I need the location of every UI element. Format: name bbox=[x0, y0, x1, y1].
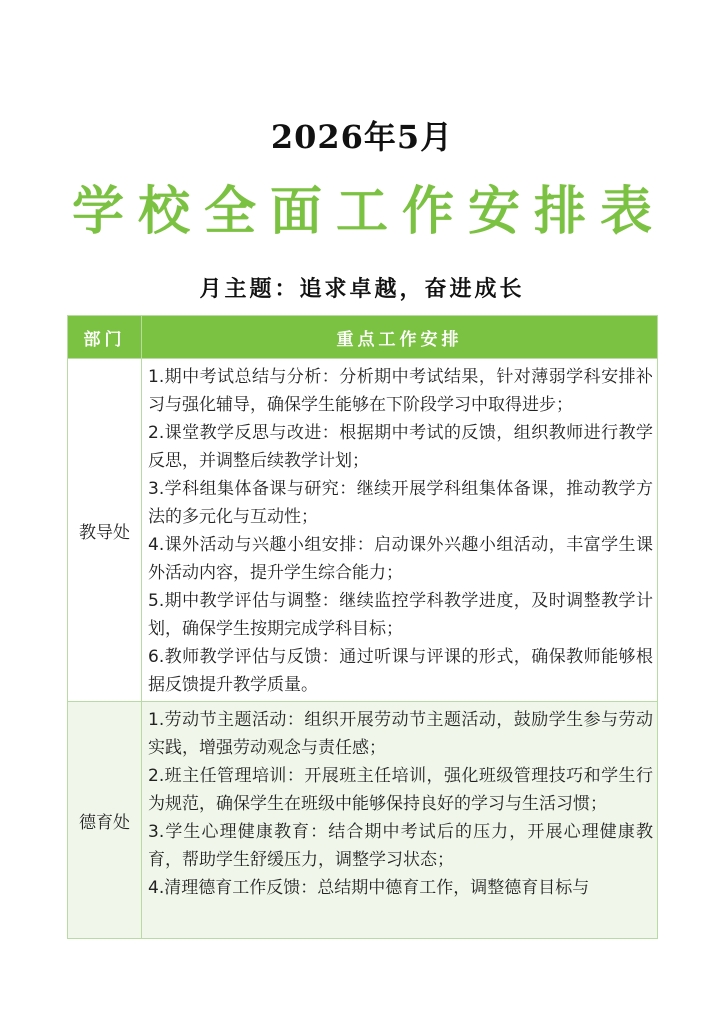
dept-cell: 德育处 bbox=[68, 702, 142, 939]
plan-item: 4.课外活动与兴趣小组安排：启动课外兴趣小组活动，丰富学生课外活动内容，提升学生综合能力； bbox=[148, 535, 653, 583]
dept-cell: 教导处 bbox=[68, 359, 142, 702]
header-plan: 重点工作安排 bbox=[142, 316, 658, 359]
table-row-deyu bbox=[68, 702, 658, 939]
page-title: 学校全面工作安排表 bbox=[71, 181, 666, 242]
table-header-row bbox=[68, 316, 658, 359]
plan-item: 5.期中教学评估与调整：继续监控学科教学进度，及时调整教学计划，确保学生按期完成学科目标； bbox=[148, 591, 653, 639]
plan-item: 2.班主任管理培训：开展班主任培训，强化班级管理技巧和学生行为规范，确保学生在班级中能够保持良好的学习与生活习惯； bbox=[148, 766, 653, 814]
plan-item: 3.学生心理健康教育：结合期中考试后的压力，开展心理健康教育，帮助学生舒缓压力，调整学习状态； bbox=[148, 822, 653, 870]
month-theme: 月主题：追求卓越，奋进成长 bbox=[199, 276, 525, 302]
plan-item: 1.期中考试总结与分析：分析期中考试结果，针对薄弱学科安排补习与强化辅导，确保学生能够在下阶段学习中取得进步； bbox=[148, 367, 653, 415]
plan-item: 4.清理德育工作反馈：总结期中德育工作，调整德育目标与 bbox=[148, 878, 590, 898]
header-dept: 部门 bbox=[68, 316, 142, 359]
plan-cell bbox=[142, 702, 658, 939]
plan-item: 2.课堂教学反思与改进：根据期中考试的反馈，组织教师进行教学反思，并调整后续教学计划； bbox=[148, 423, 653, 471]
plan-cell bbox=[142, 359, 658, 702]
plan-item: 1.劳动节主题活动：组织开展劳动节主题活动，鼓励学生参与劳动实践，增强劳动观念与责任感； bbox=[148, 710, 653, 758]
work-schedule-table bbox=[67, 315, 658, 939]
plan-item: 3.学科组集体备课与研究：继续开展学科组集体备课，推动教学方法的多元化与互动性； bbox=[148, 479, 653, 527]
date-title: 2026年5月 bbox=[270, 118, 454, 156]
table-row-jiaodao bbox=[68, 359, 658, 702]
plan-item: 6.教师教学评估与反馈：通过听课与评课的形式，确保教师能够根据反馈提升教学质量。 bbox=[148, 647, 653, 695]
